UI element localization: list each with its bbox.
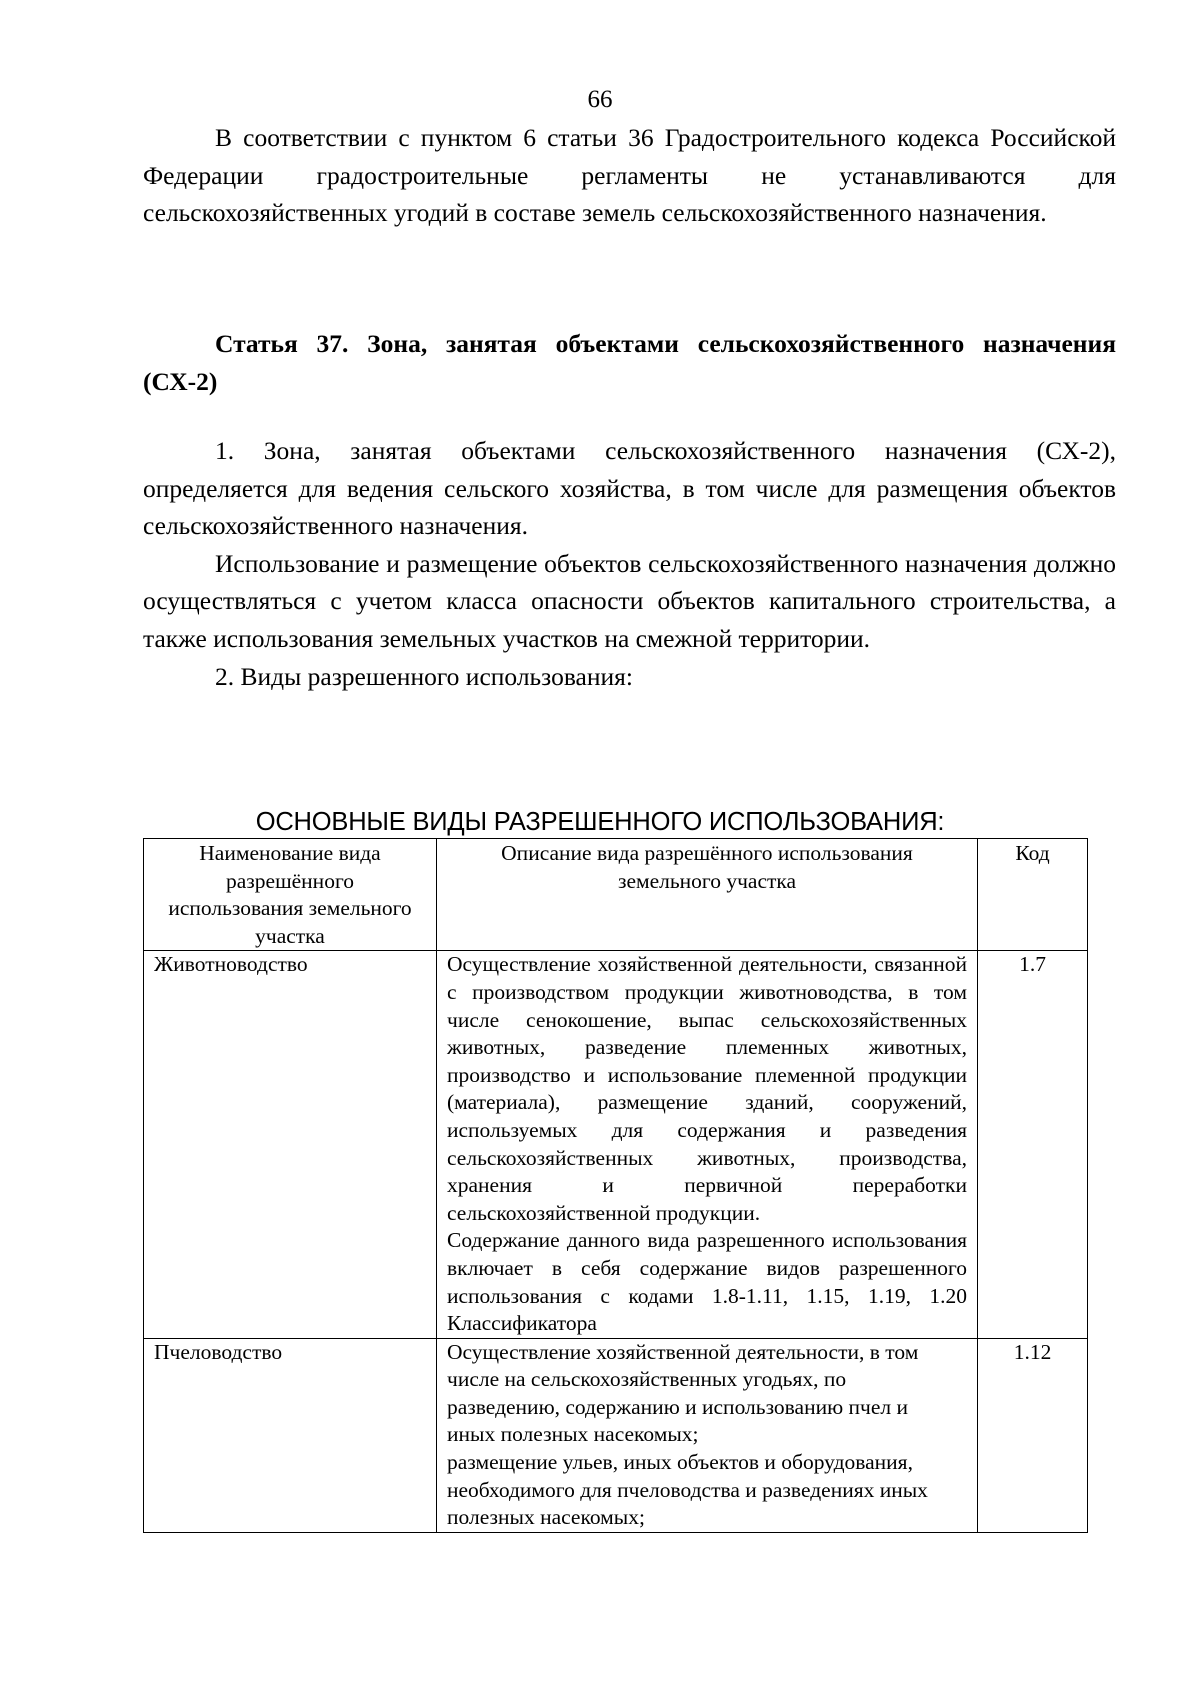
paragraph-permitted-uses: 2. Виды разрешенного использования: [215, 661, 633, 691]
table-row [144, 951, 1088, 1338]
article-heading-block [143, 325, 1116, 400]
permitted-uses-table [143, 838, 1088, 1533]
row-description-extra: Содержание данного вида разрешенного использования включает в себя содержание видов разрешенного использования с кодами 1.8-1.11, 1.15, 1.19, 1.20 Классификатора [447, 1228, 967, 1336]
row-name: Пчеловодство [144, 1338, 437, 1532]
table-header-row [144, 839, 1088, 951]
header-name: Наименование вида разрешённого использования земельного участка [144, 839, 437, 951]
article-body [143, 432, 1116, 695]
paragraph-zone-definition: 1. Зона, занятая объектами сельскохозяйственного назначения (СХ-2), определяется для ведения сельского хозяйства, в том числе для размещения объектов сельскохозяйственного назначения. [143, 436, 1116, 541]
row-description-extra: размещение ульев, иных объектов и оборудования, необходимого для пчеловодства и разведениях иных полезных насекомых; [447, 1450, 928, 1530]
row-code: 1.7 [978, 951, 1088, 1338]
intro-paragraph-block [143, 119, 1116, 232]
intro-paragraph: В соответствии с пунктом 6 статьи 36 Градостроительного кодекса Российской Федерации градостроительные регламенты не устанавливаются для сельскохозяйственных угодий в составе земель сельскохозяйственного назначения. [143, 123, 1116, 228]
table-title: ОСНОВНЫЕ ВИДЫ РАЗРЕШЕННОГО ИСПОЛЬЗОВАНИЯ: [255, 808, 945, 836]
row-description-main: Осуществление хозяйственной деятельности, связанной с производством продукции животноводства, в том числе сенокошение, выпас сельскохозяйственных животных, разведение племенных животных, производство и использование племенной продукции (материала), размещение зданий, сооружений, используемых для содержания и разведения сельскохозяйственных животных, производства, хранения и первичной переработки сельскохозяйственной продукции. [447, 952, 967, 1225]
article-heading: Статья 37. Зона, занятая объектами сельскохозяйственного назначения (СХ-2) [143, 329, 1116, 396]
row-code: 1.12 [978, 1338, 1088, 1532]
table-row [144, 1338, 1088, 1532]
page-number: 66 [587, 86, 613, 113]
row-description [437, 1338, 978, 1532]
row-name: Животноводство [144, 951, 437, 1338]
row-description-main: Осуществление хозяйственной деятельности, в том числе на сельскохозяйственных угодьях, по разведению, содержанию и использованию пчел и иных полезных насекомых; [447, 1339, 919, 1447]
header-description: Описание вида разрешённого использования земельного участка [437, 839, 978, 951]
row-description [437, 951, 978, 1338]
header-code: Код [978, 839, 1088, 951]
paragraph-usage-conditions: Использование и размещение объектов сельскохозяйственного назначения должно осуществляться с учетом класса опасности объектов капитального строительства, а также использования земельных участков на смежной территории. [143, 548, 1116, 653]
